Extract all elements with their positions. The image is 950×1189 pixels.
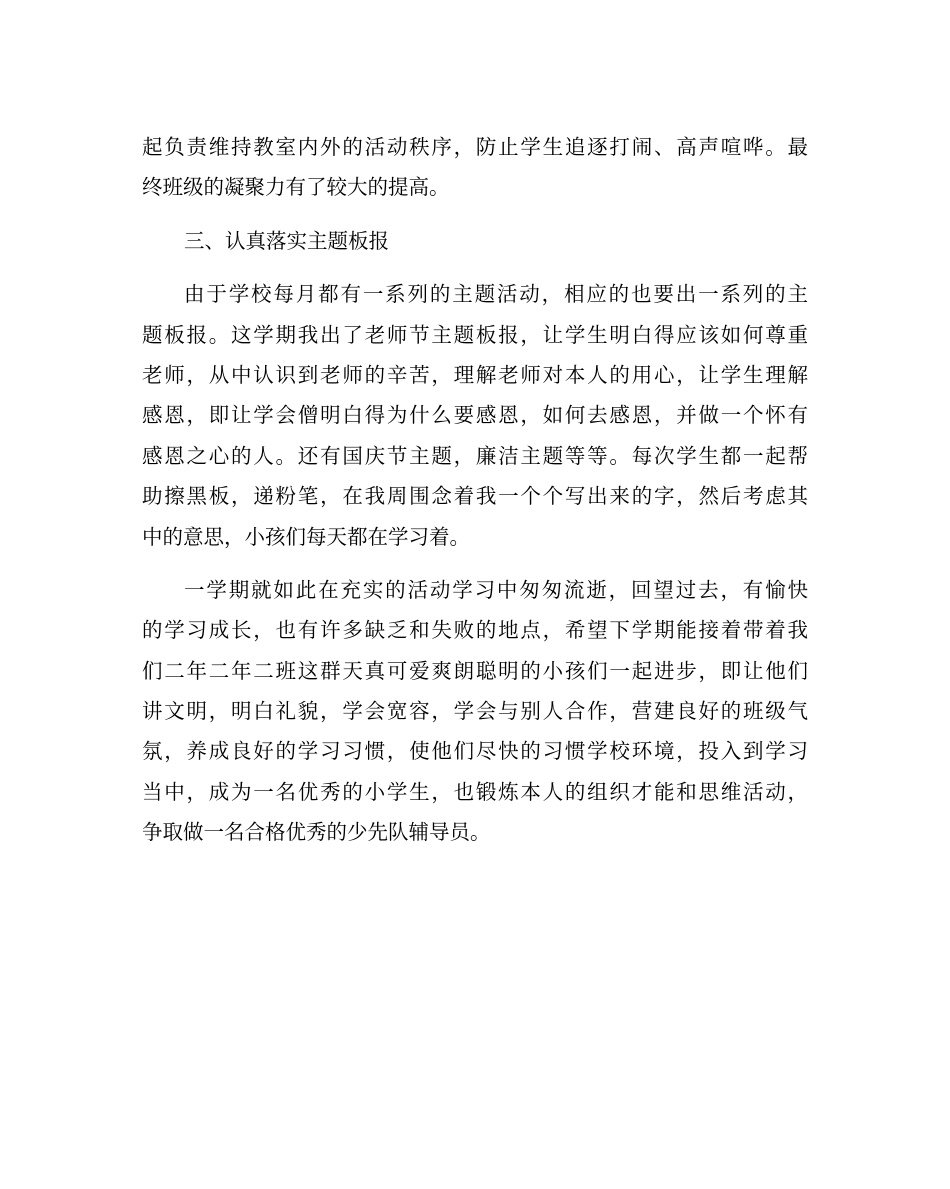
paragraph-line: 由于学校每月都有一系列的主题活动，相应的也要出一系列的主	[184, 282, 808, 307]
section-heading	[142, 221, 808, 261]
paragraph-line: 感恩，即让学会僧明白得为什么要感恩，如何去感恩，并做一个怀有	[142, 403, 808, 428]
paragraph-1	[142, 127, 808, 208]
paragraph-line: 题板报。这学期我出了老师节主题板报，让学生明白得应该如何尊重	[142, 322, 808, 347]
paragraph-line: 讲文明，明白礼貌，学会宽容，学会与别人合作，营建良好的班级气	[142, 699, 808, 724]
paragraph-line: 助擦黑板，递粉笔，在我周围念着我一个个写出来的字，然后考虑其	[142, 484, 808, 509]
paragraph-line: 中的意思，小孩们每天都在学习着。	[142, 524, 470, 549]
paragraph-line: 感恩之心的人。还有国庆节主题，廉洁主题等等。每次学生都一起帮	[142, 443, 808, 468]
document-body	[142, 127, 808, 853]
paragraph-line: 们二年二年二班这群天真可爱爽朗聪明的小孩们一起进步，即让他们	[142, 658, 808, 683]
paragraph-line: 争取做一名合格优秀的少先队辅导员。	[142, 820, 491, 845]
paragraph-line: 氛，养成良好的学习习惯，使他们尽快的习惯学校环境，投入到学习	[142, 739, 808, 764]
paragraph-line: 起负责维持教室内外的活动秩序，防止学生追逐打闹、高声喧哗。最	[142, 135, 808, 159]
heading-3: 三、认真落实主题板报	[184, 228, 389, 253]
paragraph-line: 当中，成为一名优秀的小学生，也锻炼本人的组织才能和思维活动，	[142, 779, 808, 804]
paragraph-line: 老师，从中认识到老师的辛苦，理解老师对本人的用心，让学生理解	[142, 362, 808, 387]
paragraph-3	[142, 570, 808, 853]
paragraph-line: 的学习成长，也有许多缺乏和失败的地点，希望下学期能接着带着我	[142, 618, 808, 643]
paragraph-line: 终班级的凝聚力有了较大的提高。	[142, 175, 450, 200]
paragraph-line: 一学期就如此在充实的活动学习中匆匆流逝，回望过去，有愉快	[184, 577, 808, 602]
paragraph-2	[142, 274, 808, 557]
